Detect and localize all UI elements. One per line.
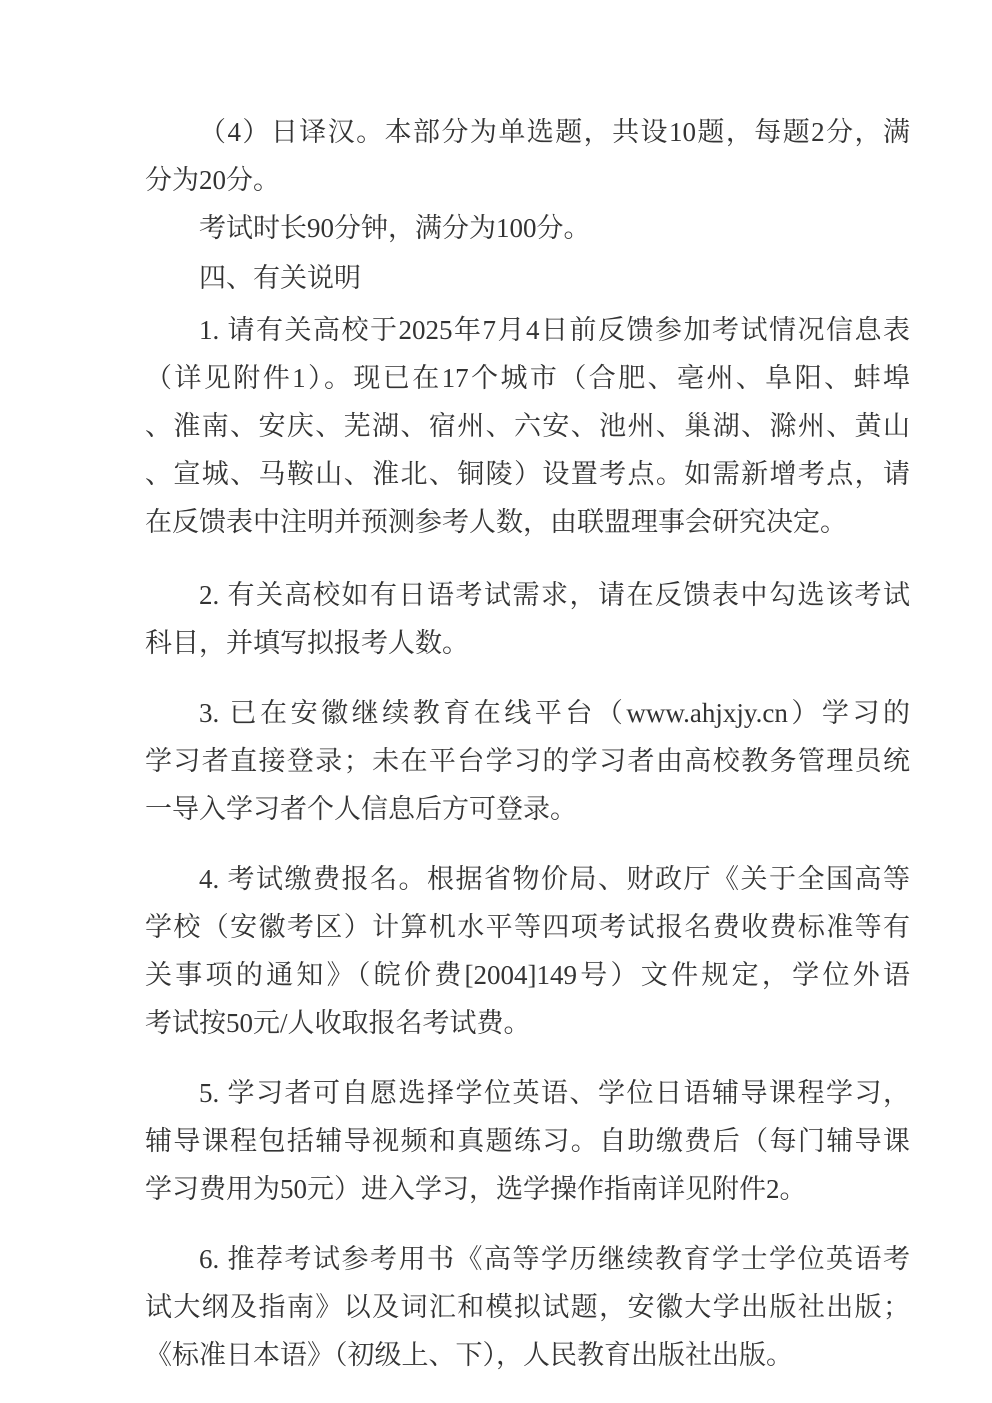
- text-line: 、淮南、安庆、芜湖、宿州、六安、池州、巢湖、滁州、黄山: [145, 411, 910, 441]
- text-line: 6. 推荐考试参考用书《高等学历继续教育学士学位英语考: [199, 1244, 910, 1274]
- text-line: 3. 已在安徽继续教育在线平台（www.ahjxjy.cn）学习的: [199, 698, 910, 728]
- text-line: 科目，并填写拟报考人数。: [145, 628, 469, 658]
- para-item4-translation: [145, 108, 910, 204]
- text-line: （4）日译汉。本部分为单选题，共设10题，每题2分，满: [199, 117, 910, 147]
- text-line: 考试按50元/人收取报名考试费。: [145, 1008, 531, 1038]
- text-line: 在反馈表中注明并预测参考人数，由联盟理事会研究决定。: [145, 507, 847, 537]
- para-note-3: [145, 689, 910, 833]
- text-line: 一导入学习者个人信息后方可登录。: [145, 794, 577, 824]
- text-line: 学习费用为50元）进入学习，选学操作指南详见附件2。: [145, 1174, 807, 1204]
- text-line: 学习者直接登录；未在平台学习的学习者由高校教务管理员统: [145, 746, 910, 776]
- text-line: 学校（安徽考区）计算机水平等四项考试报名费收费标准等有: [145, 912, 910, 942]
- text-line: 考试时长90分钟，满分为100分。: [199, 213, 591, 243]
- text-line: 试大纲及指南》以及词汇和模拟试题，安徽大学出版社出版；: [145, 1292, 910, 1322]
- text-line: 《标准日本语》（初级上、下），人民教育出版社出版。: [145, 1340, 793, 1370]
- para-note-1: [145, 306, 910, 546]
- para-note-4: [145, 855, 910, 1047]
- text-line: 、宣城、马鞍山、淮北、铜陵）设置考点。如需新增考点，请: [145, 459, 910, 489]
- text-line: 1. 请有关高校于2025年7月4日前反馈参加考试情况信息表: [199, 315, 910, 345]
- text-line: 辅导课程包括辅导视频和真题练习。自助缴费后（每门辅导课: [145, 1126, 910, 1156]
- para-note-6: [145, 1235, 910, 1379]
- text-line: 4. 考试缴费报名。根据省物价局、财政厅《关于全国高等: [199, 864, 910, 894]
- para-section4-heading: [145, 254, 910, 302]
- text-line: 四、有关说明: [199, 263, 361, 293]
- text-line: 5. 学习者可自愿选择学位英语、学位日语辅导课程学习，: [199, 1078, 910, 1108]
- document-content: [145, 108, 910, 1379]
- text-line: 分为20分。: [145, 165, 280, 195]
- text-line: 2. 有关高校如有日语考试需求，请在反馈表中勾选该考试: [199, 580, 910, 610]
- text-line: 关事项的通知》（皖价费[2004]149号）文件规定，学位外语: [145, 960, 910, 990]
- text-line: （详见附件1）。现已在17个城市（合肥、亳州、阜阳、蚌埠: [145, 363, 910, 393]
- para-note-5: [145, 1069, 910, 1213]
- para-note-2: [145, 571, 910, 667]
- para-exam-duration: [145, 204, 910, 252]
